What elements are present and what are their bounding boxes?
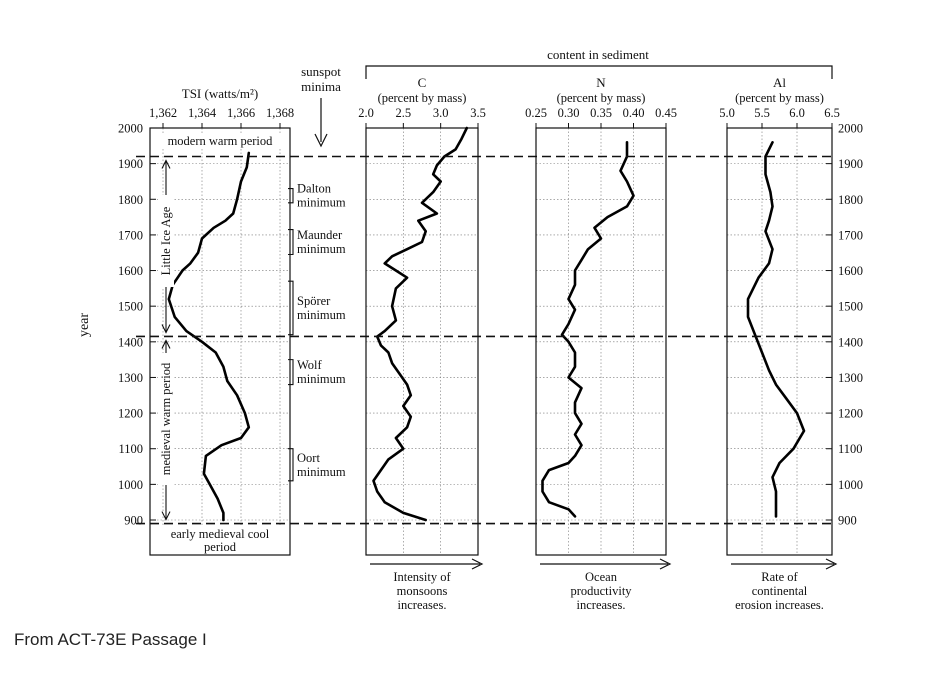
- minimum-dalton: [288, 182, 346, 210]
- period-medieval-warm: medieval warm period: [159, 362, 173, 476]
- footer-text: monsoons: [396, 584, 448, 598]
- footer-text: Ocean: [585, 570, 617, 584]
- y-tick-label-left: 1300: [118, 370, 143, 385]
- y-tick-label-right: 1600: [838, 264, 863, 279]
- panel-tsi: [149, 106, 294, 555]
- minimum-word: minimum: [297, 195, 346, 210]
- x-tick-label: 1,362: [148, 106, 178, 120]
- footer-text: continental: [751, 584, 808, 598]
- panel-frame: [150, 128, 290, 555]
- x-tick-label: 0.40: [622, 106, 645, 120]
- y-tick-label-left: 1700: [118, 228, 143, 243]
- panel-subtitle: (percent by mass): [377, 91, 467, 105]
- minimum-word: minimum: [297, 242, 346, 257]
- y-tick-label-left: 900: [124, 513, 143, 528]
- period-little-ice-age: Little Ice Age: [159, 206, 173, 276]
- tsi-title: TSI (watts/m²): [181, 86, 259, 101]
- footer-text: Rate of: [761, 570, 798, 584]
- x-tick-label: 2.0: [358, 106, 374, 120]
- y-axis-label: year: [77, 312, 92, 338]
- y-tick-label-right: 1900: [838, 157, 863, 172]
- panel-title: N: [596, 75, 606, 90]
- x-tick-label: 0.30: [557, 106, 580, 120]
- y-tick-label-right: 1500: [838, 299, 863, 314]
- y-tick-label-left: 1000: [118, 477, 143, 492]
- x-tick-label: 1,366: [226, 106, 256, 120]
- y-tick-label-left: 1900: [118, 157, 143, 172]
- sunspot-title-2: minima: [301, 79, 341, 94]
- minimum-spörer: [288, 281, 346, 334]
- x-tick-label: 0.45: [655, 106, 677, 120]
- footer-text: increases.: [397, 598, 447, 612]
- y-tick-label-left: 1400: [118, 335, 143, 350]
- content-header: content in sediment: [547, 47, 649, 62]
- y-tick-label-right: 1300: [838, 370, 863, 385]
- y-tick-label-left: 1200: [118, 406, 143, 421]
- source-caption: From ACT-73E Passage I: [14, 630, 207, 649]
- footer-text: Intensity of: [393, 570, 451, 584]
- x-tick-label: 5.5: [754, 106, 770, 120]
- period-modern: modern warm period: [167, 134, 273, 148]
- series-line-c: [374, 128, 467, 520]
- x-tick-label: 1,368: [265, 106, 295, 120]
- panel-c: [358, 75, 486, 612]
- minimum-oort: [288, 449, 346, 481]
- minimum-name: Oort: [297, 450, 320, 465]
- y-tick-label-right: 1000: [838, 477, 863, 492]
- minimum-name: Wolf: [297, 358, 322, 373]
- panel-subtitle: (percent by mass): [556, 91, 646, 105]
- minimum-word: minimum: [297, 372, 346, 387]
- x-tick-label: 5.0: [719, 106, 735, 120]
- panel-frame: [366, 128, 478, 555]
- panel-al: [719, 75, 840, 612]
- panel-subtitle: (percent by mass): [735, 91, 824, 105]
- period-early-cool-line1: early medieval cool: [170, 527, 270, 541]
- y-tick-label-left: 1100: [118, 442, 143, 457]
- x-tick-label: 3.0: [432, 106, 449, 120]
- panel-frame: [727, 128, 832, 555]
- panel-title: C: [417, 75, 427, 90]
- x-tick-label: 6.5: [824, 106, 840, 120]
- minimum-wolf: [288, 358, 346, 386]
- y-tick-label-right: 1800: [838, 192, 863, 207]
- minimum-word: minimum: [297, 307, 346, 322]
- y-tick-label-left: 1600: [118, 264, 143, 279]
- minimum-maunder: [288, 228, 346, 256]
- minimum-word: minimum: [297, 464, 346, 479]
- x-tick-label: 2.5: [395, 106, 412, 120]
- panel-footer: [370, 559, 482, 612]
- series-line-n: [543, 142, 634, 516]
- x-tick-label: 6.0: [789, 106, 805, 120]
- series-line-al: [748, 142, 804, 516]
- footer-text: erosion increases.: [735, 598, 824, 612]
- minimum-name: Maunder: [297, 228, 343, 243]
- sunspot-title-1: sunspot: [301, 64, 341, 79]
- y-tick-label-right: 1400: [838, 335, 863, 350]
- panel-footer: [540, 559, 670, 612]
- y-tick-label-right: 1200: [838, 406, 863, 421]
- x-tick-label: 3.5: [470, 106, 486, 120]
- minimum-name: Dalton: [297, 181, 332, 196]
- period-early-cool-line2: period: [204, 540, 236, 554]
- panel-footer: [731, 559, 836, 612]
- x-tick-label: 0.35: [590, 106, 612, 120]
- x-tick-label: 0.25: [525, 106, 547, 120]
- y-tick-label-left: 1500: [118, 299, 143, 314]
- panel-title: Al: [773, 75, 786, 90]
- y-tick-label-right: 2000: [838, 121, 863, 136]
- y-tick-label-left: 2000: [118, 121, 143, 136]
- y-tick-label-right: 1700: [838, 228, 863, 243]
- footer-text: increases.: [576, 598, 626, 612]
- x-tick-label: 1,364: [187, 106, 217, 120]
- footer-text: productivity: [570, 584, 632, 598]
- y-tick-label-left: 1800: [118, 192, 143, 207]
- y-tick-label-right: 900: [838, 513, 857, 528]
- minimum-name: Spörer: [297, 293, 331, 308]
- y-tick-label-right: 1100: [838, 442, 863, 457]
